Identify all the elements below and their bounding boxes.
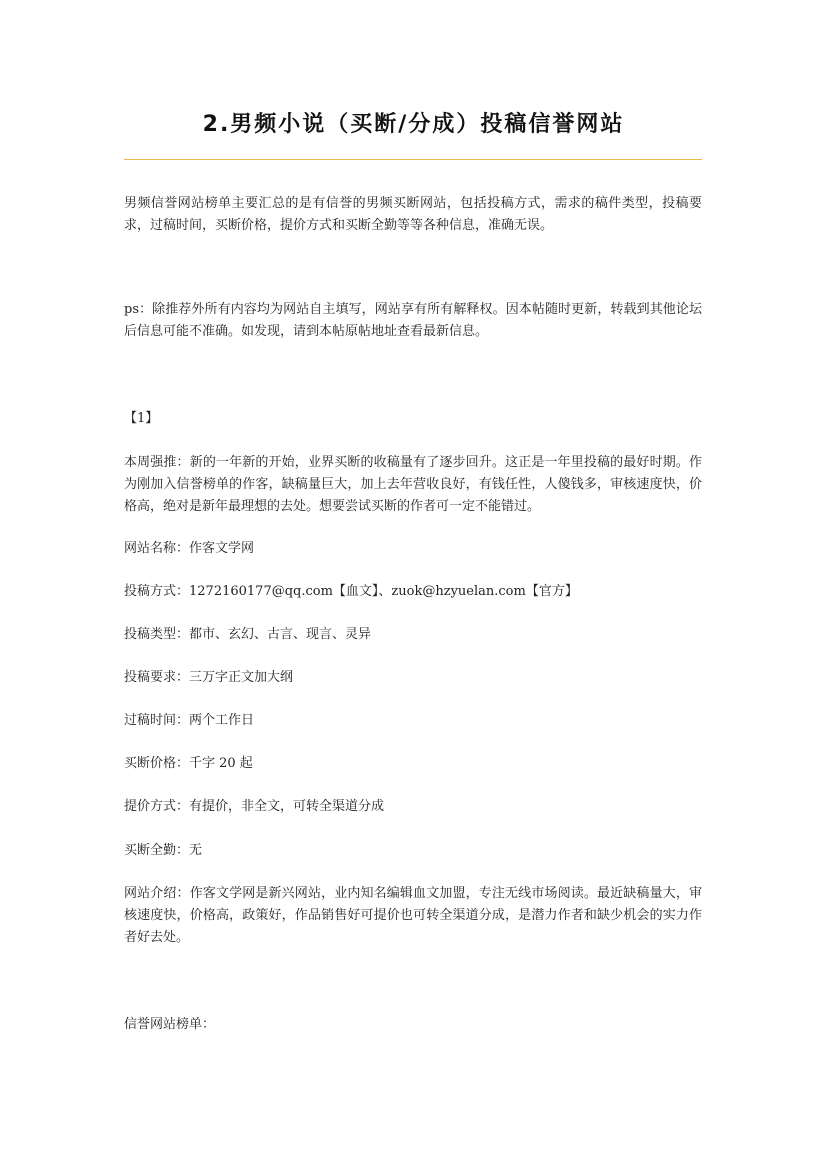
genres-line: 投稿类型：都市、玄幻、古言、现言、灵异 <box>124 627 372 642</box>
page-title: 2.男频小说（买断/分成）投稿信誉网站 <box>202 112 625 137</box>
list-heading: 信誉网站榜单： <box>124 1017 216 1032</box>
ps-paragraph: ps：除推荐外所有内容均为网站自主填写，网站享有所有解释权。因本帖随时更新，转载到其他论坛后信息可能不准确。如发现，请到本帖原帖地址查看最新信息。 <box>124 302 702 339</box>
intro-paragraph: 男频信誉网站榜单主要汇总的是有信誉的男频买断网站，包括投稿方式，需求的稿件类型，投稿要求，过稿时间，买断价格，提价方式和买断全勤等等各种信息，准确无误。 <box>124 196 702 233</box>
site-intro-paragraph: 网站介绍：作客文学网是新兴网站，业内知名编辑血文加盟，专注无线市场阅读。最近缺稿量大，审核速度快，价格高，政策好，作品销售好可提价也可转全渠道分成，是潜力作者和缺少机会的实力作者好去处。 <box>124 886 702 945</box>
attendance-line: 买断全勤：无 <box>124 843 203 858</box>
submit-method-line: 投稿方式：1272160177@qq.com【血文】、zuok@hzyuelan.com【官方】 <box>124 584 578 599</box>
entry-index: 【1】 <box>124 411 159 426</box>
price-line: 买断价格：千字 20 起 <box>124 756 253 771</box>
recommend-paragraph: 本周强推：新的一年新的开始，业界买断的收稿量有了逐步回升。这正是一年里投稿的最好时期。作为刚加入信誉榜单的作客，缺稿量巨大，加上去年营收良好，有钱任性，人傻钱多，审核速度快，价格高，绝对是新年最理想的去处。想要尝试买断的作者可一定不能错过。 <box>124 455 702 514</box>
site-name-line: 网站名称：作客文学网 <box>124 541 255 556</box>
title-divider <box>124 159 702 160</box>
raise-method-line: 提价方式：有提价，非全文，可转全渠道分成 <box>124 799 385 814</box>
review-time-line: 过稿时间：两个工作日 <box>124 713 255 728</box>
requirements-line: 投稿要求：三万字正文加大纲 <box>124 670 294 685</box>
